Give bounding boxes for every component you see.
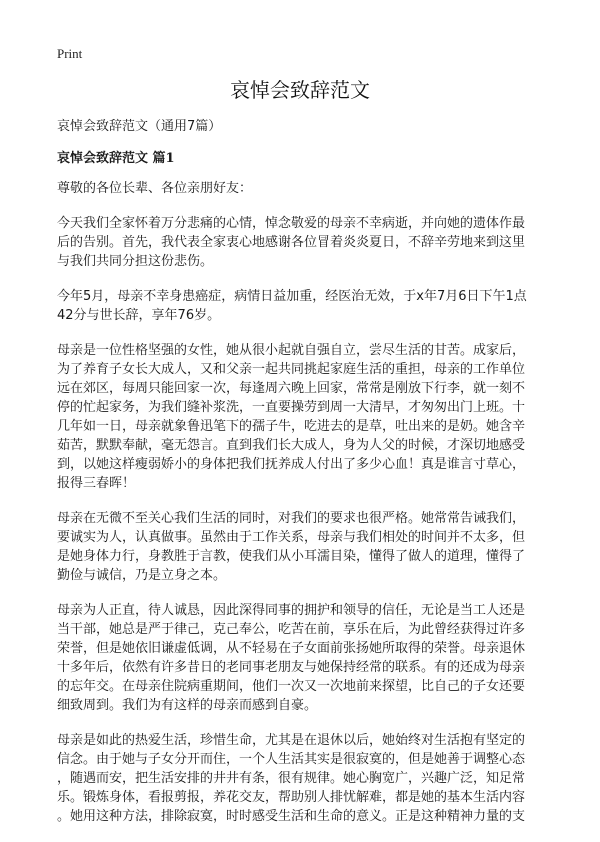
paragraph-line: 要诚实为人，认真做事。虽然由于工作关系，母亲与我们相处的时间并不太多，但: [57, 530, 526, 545]
paragraph-line: 与我们共同分担这份悲伤。: [57, 254, 214, 269]
paragraph-line: 几年如一日，母亲就象鲁迅笔下的孺子牛，吃进去的是草，吐出来的是奶。她含辛: [57, 419, 526, 434]
paragraph-line: 母亲为人正直，待人诚恳，因此深得同事的拥护和领导的信任，无论是当工人还是: [57, 603, 526, 618]
paragraph-line: 当干部，她总是严于律己，克己奉公，吃苦在前，享乐在后，为此曾经获得过许多: [57, 622, 526, 637]
paragraph-line: 停的忙起家务，为我们缝补浆洗，一直要操劳到周一大清早，才匆匆出门上班。十: [57, 400, 526, 415]
paragraph-line: 后的告别。首先，我代表全家衷心地感谢各位冒着炎炎夏日，不辞辛劳地来到这里: [57, 235, 526, 250]
paragraph-line: 为了养育子女长大成人，又和父亲一起共同挑起家庭生活的重担，母亲的工作单位: [57, 362, 526, 377]
paragraph: [57, 341, 549, 493]
paragraph: [57, 287, 549, 325]
paragraph-line: 尊敬的各位长辈、各位亲朋好友：: [57, 181, 253, 196]
print-link[interactable]: Print: [57, 46, 83, 61]
paragraph: [57, 214, 549, 271]
paragraph-line: 到，以她这样瘦弱娇小的身体把我们抚养成人付出了多少心血！真是谁言寸草心，: [57, 457, 526, 472]
paragraph-line: 十多年后，依然有许多昔日的老同事老朋友与她保持经常的联系。有的还成为母亲: [57, 660, 526, 675]
paragraph-line: ，随遇而安，把生活安排的井井有条，很有规律。她心胸宽广，兴趣广泛，知足常: [57, 771, 526, 786]
paragraph-line: 茹苦，默默奉献，毫无怨言。直到我们长大成人，身为人父的时候，才深切地感受: [57, 438, 526, 453]
paragraph-line: 42分与世长辞，享年76岁。: [57, 308, 221, 323]
paragraph-line: 今年5月，母亲不幸身患癌症，病情日益加重，经医治无效，于x年7月6日下午1点: [57, 289, 527, 304]
document-body: [57, 117, 549, 842]
section-heading: 哀悼会致辞范文 篇1: [57, 151, 175, 166]
document-subtitle: 哀悼会致辞范文（通用7篇）: [57, 119, 222, 134]
paragraph-line: 母亲是一位性格坚强的女性，她从很小起就自强自立，尝尽生活的甘苦。成家后，: [57, 343, 526, 358]
document-title: 哀悼会致辞范文: [230, 78, 370, 102]
paragraph-line: 是她身体力行，身教胜于言教，使我们从小耳濡目染，懂得了做人的道理，懂得了: [57, 549, 526, 564]
paragraph-line: 远在郊区，每周只能回家一次，每逢周六晚上回家，常常是刚放下行李，就一刻不: [57, 381, 526, 396]
paragraph-line: 荣誉，但是她依旧谦虚低调，从不轻易在子女面前张扬她所取得的荣誉。母亲退休: [57, 641, 526, 656]
paragraph-line: 今天我们全家怀着万分悲痛的心情，悼念敬爱的母亲不幸病逝，并向她的遗体作最: [57, 216, 526, 231]
paragraph-line: 信念。由于她与子女分开而住，一个人生活其实是很寂寞的，但是她善于调整心态: [57, 752, 526, 767]
paragraph-line: 勤俭与诚信，乃是立身之本。: [57, 568, 227, 583]
paragraph-line: 报得三春晖！: [57, 476, 136, 491]
paragraph-line: 母亲在无微不至关心我们生活的同时，对我们的要求也很严格。她常常告诫我们，: [57, 511, 526, 526]
paragraph: [57, 731, 549, 826]
paragraph-list: [57, 179, 549, 826]
paragraph: [57, 601, 549, 715]
paragraph-line: 母亲是如此的热爱生活，珍惜生命，尤其是在退休以后，她始终对生活抱有坚定的: [57, 733, 526, 748]
paragraph-line: 乐。锻炼身体，看报剪报，养花交友，帮助别人排忧解难，都是她的基本生活内容: [57, 790, 526, 805]
paragraph-line: 。她用这种方法，排除寂寞，时时感受生活和生命的意义。正是这种精神力量的支: [57, 809, 526, 824]
paragraph: [57, 509, 549, 585]
paragraph-line: 的忘年交。在母亲住院病重期间，他们一次又一次地前来探望，比自己的子女还要: [57, 679, 526, 694]
paragraph-line: 细致周到。我们为有这样的母亲而感到自豪。: [57, 698, 318, 713]
paragraph: [57, 179, 549, 198]
